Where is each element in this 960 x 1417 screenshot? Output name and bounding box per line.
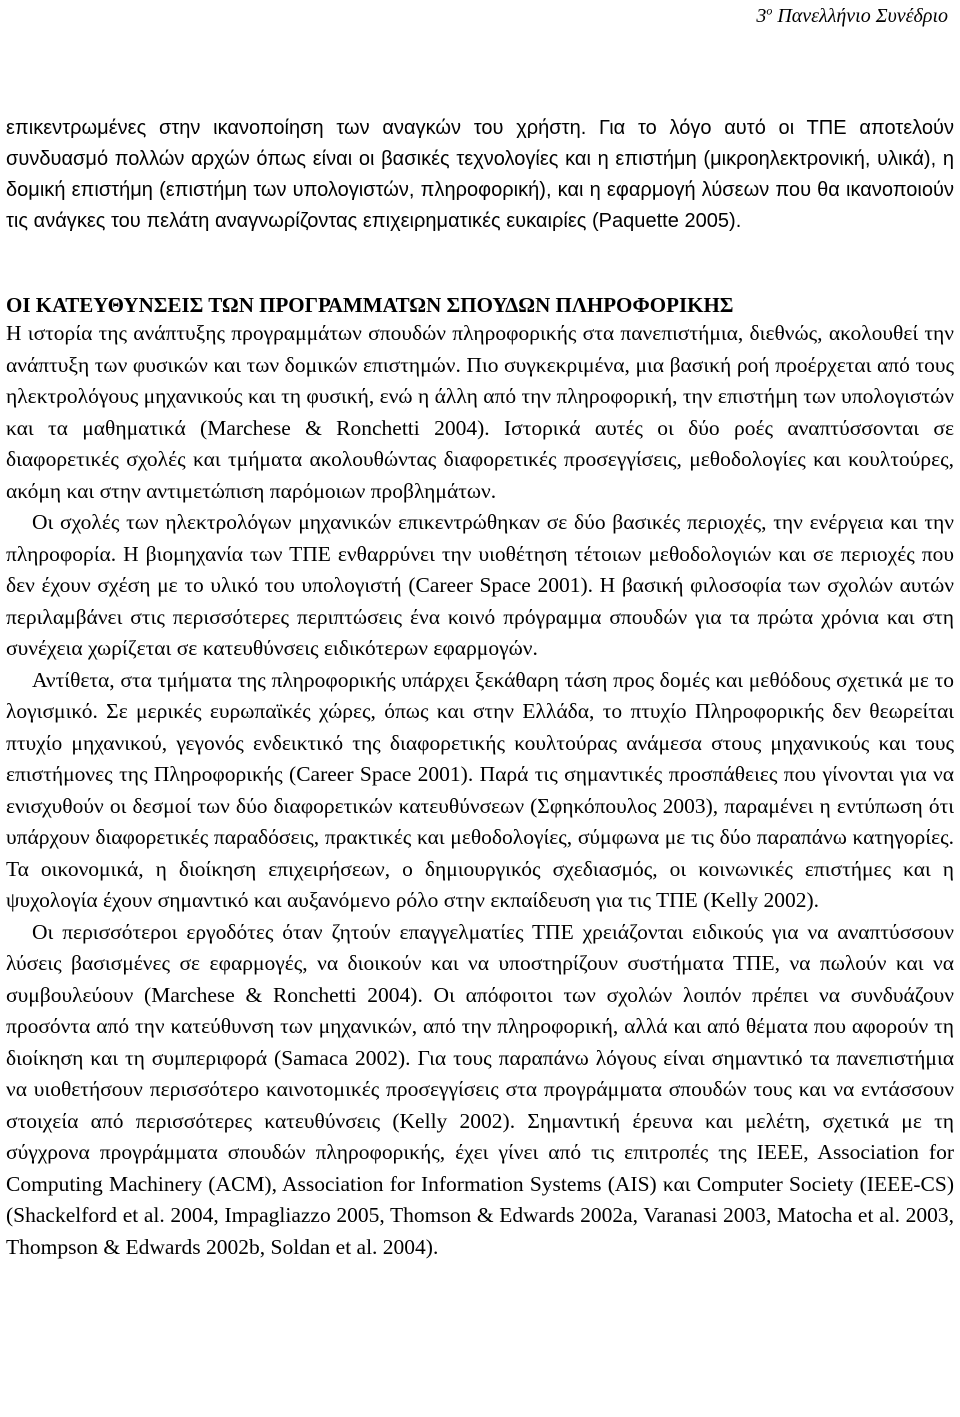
section-heading: ΟΙ ΚΑΤΕΥΘΥΝΣΕΙΣ ΤΩΝ ΠΡΟΓΡΑΜΜΑΤΩΝ ΣΠΟΥΔΩΝ ΠΛΗΡΟΦΟΡΙΚΗΣ [6,293,734,317]
running-header [756,4,948,28]
body-paragraph-2: Οι σχολές των ηλεκτρολόγων μηχανικών επικεντρώθηκαν σε δύο βασικές περιοχές, την ενέργεια και την πληροφορία. Η βιομηχανία των ΤΠΕ ενθαρρύνει την υιοθέτηση τέτοιων μεθοδολογιών και σε περιοχές που δεν έχουν σχέση με το υλικό του υπολογιστή (Career Space 2001). Η βασική φιλοσοφία των σχολών αυτών περιλαμβάνει στις περισσότερες περιπτώσεις ένα κοινό πρόγραμμα σπουδών για τα πρώτα χρόνια και στη συνέχεια χωρίζεται σε κατευθύνσεις ειδικότερων εφαρμογών. [6,510,954,660]
body-paragraph-1: Η ιστορία της ανάπτυξης προγραμμάτων σπουδών πληροφορικής στα πανεπιστήμια, διεθνώς, ακολουθεί την ανάπτυξη των φυσικών και των δομικών επιστημών. Πιο συγκεκριμένα, μια βασική ροή προέρχεται από τους ηλεκτρολόγους μηχανικούς και τη φυσική, ενώ η άλλη από την πληροφορική, την επιστήμη των υπολογιστών και τα μαθηματικά (Marchese & Ronchetti 2004). Ιστορικά αυτές οι δύο ροές αναπτύσσονται σε διαφορετικές σχολές και τμήματα ακολουθώντας διαφορετικές προσεγγίσεις, μεθοδολογίες και κουλτούρες, ακόμη και στην αντιμετώπιση παρόμοιων προβλημάτων. [6,321,954,503]
section-body [6,318,954,1263]
header-number: 3 [756,5,767,27]
header-superscript: ο [766,3,773,18]
body-paragraph-4: Οι περισσότεροι εργοδότες όταν ζητούν επαγγελματίες ΤΠΕ χρειάζονται ειδικούς για να αναπτύσσουν λύσεις βασισμένες σε εφαρμογές, να διοικούν και να υποστηρίζουν συστήματα ΤΠΕ, να πωλούν και να συμβουλεύουν (Marchese & Ronchetti 2004). Οι απόφοιτοι των σχολών λοιπόν πρέπει να συνδυάζουν προσόντα από την κατεύθυνση των μηχανικών, από την πληροφορική, αλλά και από θέματα που αφορούν τη διοίκηση και τη συμπεριφορά (Samaca 2002). Για τους παραπάνω λόγους είναι σημαντικό τα πανεπιστήμια να υιοθετήσουν περισσότερο καινοτομικές προσεγγίσεις στα προγράμματα σπουδών τους και να εντάσσουν στοιχεία από περισσότερες κατευθύνσεις (Kelly 2002). Σημαντική έρευνα και μελέτη, σχετικά με τη σύγχρονα προγράμματα σπουδών πληροφορικής, έχει γίνει από τις επιτροπές της IEEE, Association for Computing Machinery (ACM), Association for Information Systems (AIS) και Computer Society (IEEE-CS) (Shackelford et al. 2004, Impagliazzo 2005, Thomson & Edwards 2002a, Varanasi 2003, Matocha et al. 2003, Thompson & Edwards 2002b, Soldan et al. 2004). [6,919,954,1259]
body-paragraph-3: Αντίθετα, στα τμήματα της πληροφορικής υπάρχει ξεκάθαρη τάση προς δομές και μεθόδους σχετικά με το λογισμικό. Σε μερικές ευρωπαϊκές χώρες, όπως και στην Ελλάδα, το πτυχίο Πληροφορικής δεν θεωρείται πτυχίο μηχανικού, γεγονός ενδεικτικό της διαφορετικής κουλτούρας ανάμεσα στους μηχανικούς και τους επιστήμονες της Πληροφορικής (Career Space 2001). Παρά τις σημαντικές προσπάθειες που γίνονται για να ενισχυθούν οι δεσμοί των δύο διαφορετικών κατευθύνσεων (Σφηκόπουλος 2003), παραμένει η εντύπωση ότι υπάρχουν διαφορετικές παραδόσεις, πρακτικές και μεθοδολογίες, σύμφωνα με τις δύο παραπάνω κατηγορίες. Τα οικονομικά, η διοίκηση επιχειρήσεων, ο δημιουργικός σχεδιασμός, οι κοινωνικές επιστήμες και η ψυχολογία έχουν σημαντικό και αυξανόμενο ρόλο στην εκπαίδευση για τις ΤΠΕ (Kelly 2002). [6,667,954,912]
header-title: Πανελλήνιο Συνέδριο [777,5,948,27]
intro-paragraph: επικεντρωμένες στην ικανοποίηση των αναγκών του χρήστη. Για το λόγο αυτό οι ΤΠΕ αποτελούν συνδυασμό πολλών αρχών όπως είναι οι βασικές τεχνολογίες και η επιστήμη (μικροηλεκτρονική, υλικά), η δομική επιστήμη (επιστήμη των υπολογιστών, πληροφορική), και η εφαρμογή λύσεων που θα ικανοποιούν τις ανάγκες του πελάτη αναγνωρίζοντας επιχειρηματικές ευκαιρίες (Paquette 2005). [6,117,954,232]
